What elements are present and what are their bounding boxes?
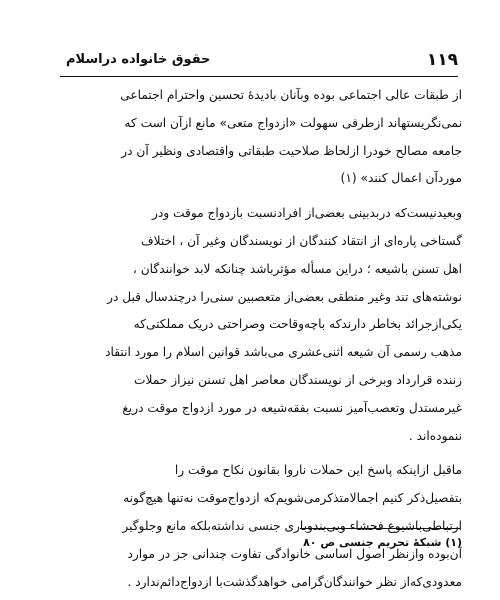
text-line: جامعه مصالح خودرا ازلحاظ صلاحیت طبقاتی واقتصادی ونظیر آن در — [121, 143, 462, 158]
text-line: اهل تسنن باشیعه ؛ دراین مسأله مؤثرباشد چنانکه لابد خوانندگان ، — [132, 261, 462, 276]
page-number: ۱۱۹ — [426, 50, 458, 70]
text-line: آن‌بوده وازنظر اصول اساسی خانوادگی تفاوت چندانی جز در موارد — [127, 546, 462, 561]
text-line: نمی‌نگریستهاند ازطرفی سهولت «ازدواج متعی» مانع ازآن است که — [124, 115, 462, 130]
text-line: ننموده‌اند . — [408, 428, 462, 443]
paragraph-1 — [58, 82, 462, 193]
footnote-divider — [300, 528, 460, 529]
text-line: مذهب رسمی آن شیعه اثنی‌عشری می‌باشد قوانین اسلام را مورد انتقاد — [105, 345, 462, 360]
page-header — [60, 48, 458, 74]
text-line: زننده قرارداد وبرخی از نویسندگان معاصر اهل تسنن نیزاز حملات — [134, 372, 462, 387]
text-line: ماقبل ازاینکه پاسخ این حملات ناروا بقانون نکاح موقت را — [174, 463, 462, 478]
text-line: یکی‌ازجرائد بخاطر دارندکه باچه‌وقاحت وصراحتی دریک مملکتی‌که — [133, 317, 462, 332]
text-line: وبعیدنیست‌که دربدبینی بعضی‌از افرادنسبت بازدواج موقت ودر — [151, 206, 462, 221]
text-line: ارتباطی‌باشیوع فحشاء وبی‌بندوباری جنسی نداشته‌بلکه مانع وجلوگیر — [122, 518, 462, 533]
text-line: بتفصیل‌ذکر کنیم اجمالامتذکرمی‌شویم‌که ازدواج‌موقت نه‌تنها هیچ‌گونه — [123, 491, 462, 506]
footnote: (۱) شبکهٔ تحریم جنسی ص ۸۰ — [303, 536, 462, 549]
paragraph-2 — [58, 200, 462, 450]
text-line: معدودی‌که‌از نظر خوانندگان‌گرامی خواهدگذشت‌با ازدواج‌دائم‌ندارد . — [127, 574, 462, 589]
header-divider — [60, 76, 458, 77]
text-line: غیرمستدل وتعصب‌آمیز نسبت بفقه‌شیعه در مورد ازدواج موقت دریغ — [122, 400, 462, 415]
text-line: گستاخی پاره‌ای از انتقاد کنندگان از نویسندگان وغیر آن ، اختلاف — [140, 233, 462, 248]
paragraph-3 — [58, 457, 462, 596]
text-line: نوشته‌های تند وغیر منطقی بعضی‌از متعصبین سنی‌را درچندسال قبل در — [107, 289, 462, 304]
text-line: موردآن اعمال کنند» (۱) — [340, 171, 462, 186]
text-line: از طبقات عالی اجتماعی بوده وبآنان بادیدهٔ تحسین واحترام اجتماعی — [120, 88, 462, 102]
body-text — [58, 82, 462, 596]
running-title: حقوق خانواده دراسلام — [66, 52, 211, 67]
